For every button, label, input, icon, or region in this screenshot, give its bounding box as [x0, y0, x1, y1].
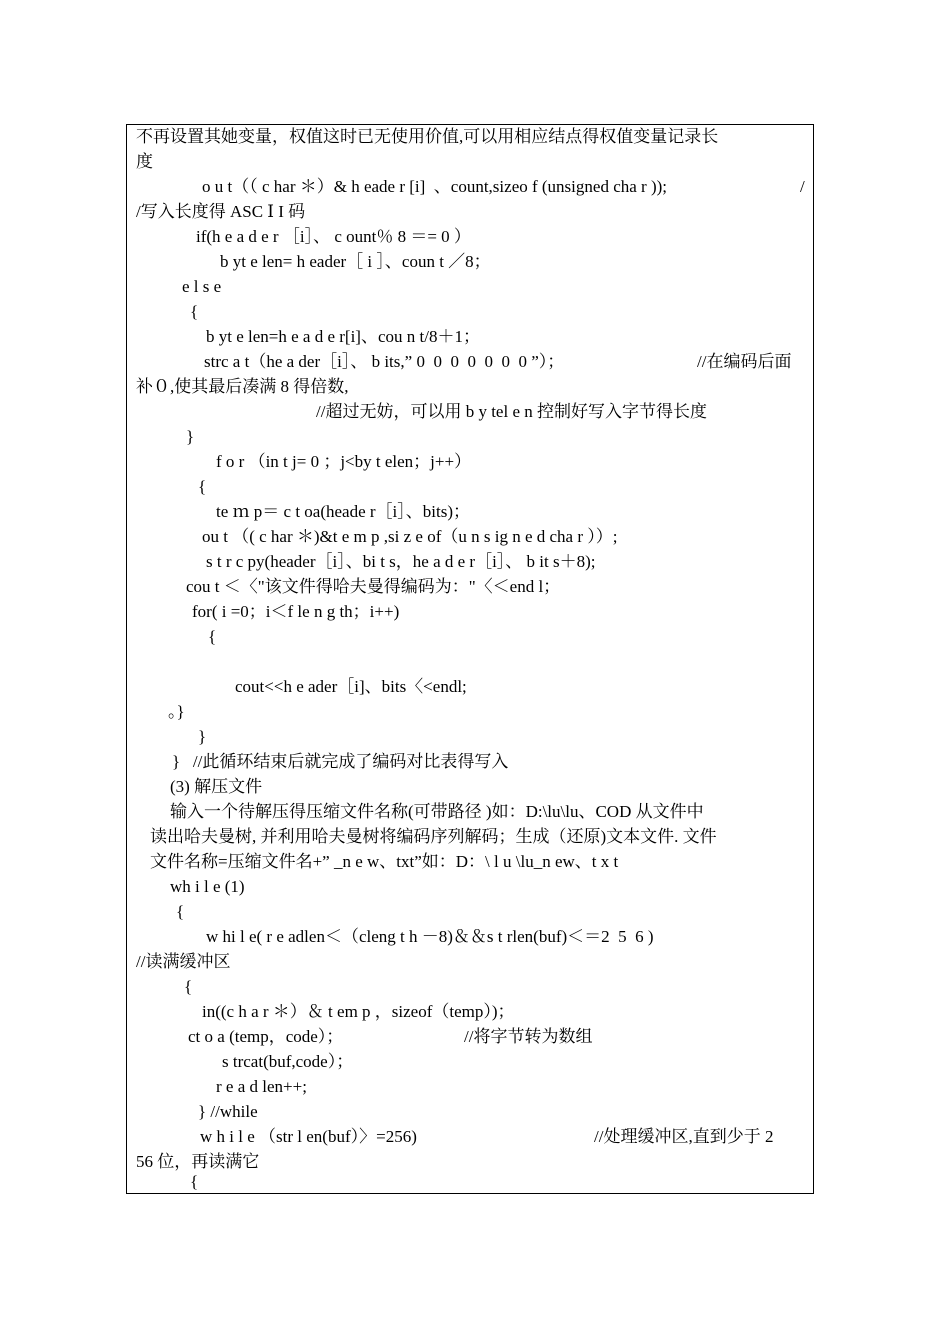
code-line: {: [176, 902, 185, 921]
code-line: /: [800, 177, 805, 196]
comment-line: //将字节转为数组: [464, 1027, 593, 1046]
comment-line: //在编码后面: [697, 352, 792, 371]
text-line: 读出哈夫曼树, 并利用哈夫曼树将编码序列解码；生成（还原)文本文件. 文件: [150, 827, 717, 846]
comment-line: 56 位，再读满它: [136, 1152, 260, 1171]
code-line: if(h e a d e r ［i］、 c ount％ 8 ＝= 0 ）: [196, 227, 471, 246]
code-line: ct o a (temp，code）；: [188, 1027, 344, 1046]
text-line: 输入一个待解压得压缩文件名称(可带路径 )如：D:\lu\lu、COD 从文件中: [170, 802, 704, 821]
comment-line: //读满缓冲区: [136, 952, 231, 971]
code-line: in((c h a r ＊）＆ t em p ，sizeof（temp）)；: [202, 1002, 515, 1021]
text-line: 文件名称=压缩文件名+” _n e w、txt”如：D：\ l u \lu_n ew、t x t: [150, 852, 619, 871]
code-line: e l s e: [182, 277, 222, 296]
code-line: cout<<h e ader［i]、bits〈<endl;: [235, 677, 467, 696]
code-line: b yt e len=h e a d e r[i]、cou n t/8＋1；: [206, 327, 480, 346]
code-line: {: [190, 302, 199, 321]
section-heading: (3) 解压文件: [170, 777, 263, 796]
comment-line: //处理缓冲区,直到少于 2: [594, 1127, 774, 1146]
code-line: }: [186, 427, 195, 446]
code-line: ou t （( c har ＊)&t e m p ,si z e of（u n s ig n e d cha r ））;: [202, 527, 618, 546]
code-line: te ｍ p＝ c t oa(heade r［i］、bits)；: [216, 502, 470, 521]
code-line: s trcat(buf,code）；: [222, 1052, 354, 1071]
code-line: o u t（（ c har ＊）& h eade r [i] 、count,sizeo f (unsigned cha r ));: [202, 177, 667, 196]
code-line: r e a d len++;: [216, 1077, 307, 1096]
code-line: wh i l e (1): [170, 877, 245, 896]
comment-line: 补０,使其最后凑满 8 得倍数,: [136, 377, 349, 396]
text-line: 度: [136, 152, 153, 171]
code-line: f o r （in t j= 0 ；j<by t elen；j++）: [216, 452, 472, 471]
code-line: s t r c py(header［i］、bi t s，he a d e r［i］、 b it s＋8);: [206, 552, 596, 571]
code-line: {: [208, 627, 217, 646]
code-line: for( i =0；i＜f le n g th；i++): [192, 602, 400, 621]
code-line: } //while: [198, 1102, 258, 1121]
code-line: w h i l e （str l en(buf）〉=256): [200, 1127, 417, 1146]
text-line: 不再设置其她变量，权值这时已无使用价值,可以用相应结点得权值变量记录长: [136, 127, 719, 146]
code-line: {: [190, 1172, 199, 1191]
code-line: }: [198, 727, 207, 746]
code-line: {: [184, 977, 193, 996]
code-line: strc a t（he a der［i］、 b its,” 0 0 0 0 0 0 0 ”）；: [204, 352, 565, 371]
code-line: 。}: [168, 702, 185, 721]
code-line: cou t ＜〈"该文件得哈夫曼得编码为："〈＜end l；: [186, 577, 561, 596]
code-line: b yt e len= h eader［ i ］、coun t ／8；: [220, 252, 491, 271]
code-line: } //此循环结束后就完成了编码对比表得写入: [172, 752, 509, 771]
code-line: w hi l e( r e adlen＜（cleng t h －8)＆＆s t rlen(buf)＜＝2 5 6 ): [206, 927, 654, 946]
comment-line: /写入长度得 ASC Ⅰ I 码: [136, 202, 306, 221]
code-line: {: [198, 477, 207, 496]
comment-line: //超过无妨，可以用 b y tel e n 控制好写入字节得长度: [316, 402, 707, 421]
